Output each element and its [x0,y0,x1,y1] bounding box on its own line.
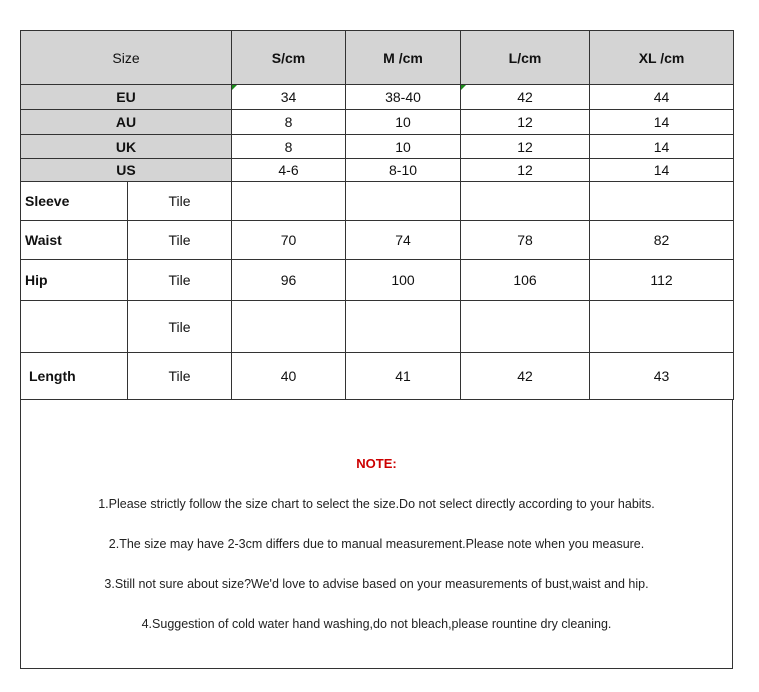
table-cell [590,301,734,353]
table-cell: 14 [590,110,734,135]
table-cell: 14 [590,159,734,182]
measure-row-length [21,353,734,400]
corner-mark [461,85,466,90]
note-line-4: 4.Suggestion of cold water hand washing,do not bleach,please rountine dry cleaning. [141,617,612,631]
measure-label-waist: Waist [21,221,128,260]
corner-mark [232,85,237,90]
measure-label-blank [21,301,128,353]
table-cell [461,301,590,353]
region-row-us [21,159,734,182]
table-cell: 34 [232,85,346,110]
measure-method: Tile [128,221,232,260]
measure-label-length: Length [21,353,128,400]
header-xl: XL /cm [590,31,734,85]
table-cell: 70 [232,221,346,260]
header-row [21,31,734,85]
table-cell: 106 [461,260,590,301]
table-cell [232,301,346,353]
table-cell: 74 [346,221,461,260]
region-label-au: AU [21,110,232,135]
notes-panel [20,400,733,669]
region-label-us: US [21,159,232,182]
measure-method: Tile [128,353,232,400]
table-cell: 44 [590,85,734,110]
region-label-uk: UK [21,135,232,159]
note-line-2: 2.The size may have 2-3cm differs due to manual measurement.Please note when you measure. [108,537,645,551]
table-cell: 12 [461,135,590,159]
table-cell: 8 [232,110,346,135]
measure-method: Tile [128,260,232,301]
table-cell: 42 [461,85,590,110]
note-line-1: 1.Please strictly follow the size chart to select the size.Do not select directly according to your habits. [98,497,655,511]
table-cell: 10 [346,110,461,135]
table-cell: 38-40 [346,85,461,110]
header-l: L/cm [461,31,590,85]
table-cell: 78 [461,221,590,260]
table-cell: 42 [461,353,590,400]
table-cell: 8-10 [346,159,461,182]
table-cell: 14 [590,135,734,159]
table-cell [346,182,461,221]
table-cell: 40 [232,353,346,400]
measure-label-sleeve: Sleeve [21,182,128,221]
table-cell [461,182,590,221]
size-title: Size [21,31,232,85]
table-cell: 4-6 [232,159,346,182]
note-line-3: 3.Still not sure about size?We'd love to advise based on your measurements of bust,waist and hip. [104,577,649,591]
table-cell: 41 [346,353,461,400]
table-cell: 112 [590,260,734,301]
size-chart-table [20,30,734,400]
header-s: S/cm [232,31,346,85]
region-row-eu [21,85,734,110]
measure-method: Tile [128,182,232,221]
measure-row-hip [21,260,734,301]
measure-row-sleeve [21,182,734,221]
table-cell: 43 [590,353,734,400]
table-cell: 12 [461,159,590,182]
table-cell: 100 [346,260,461,301]
measure-row-waist [21,221,734,260]
region-row-au [21,110,734,135]
table-cell [232,182,346,221]
table-cell: 12 [461,110,590,135]
measure-method: Tile [128,301,232,353]
table-cell: 10 [346,135,461,159]
table-cell [590,182,734,221]
table-cell: 96 [232,260,346,301]
region-label-eu: EU [21,85,232,110]
measure-label-hip: Hip [21,260,128,301]
table-cell: 8 [232,135,346,159]
header-m: M /cm [346,31,461,85]
table-cell [346,301,461,353]
table-cell: 82 [590,221,734,260]
region-row-uk [21,135,734,159]
note-title: NOTE: [356,456,397,471]
measure-row-blank [21,301,734,353]
